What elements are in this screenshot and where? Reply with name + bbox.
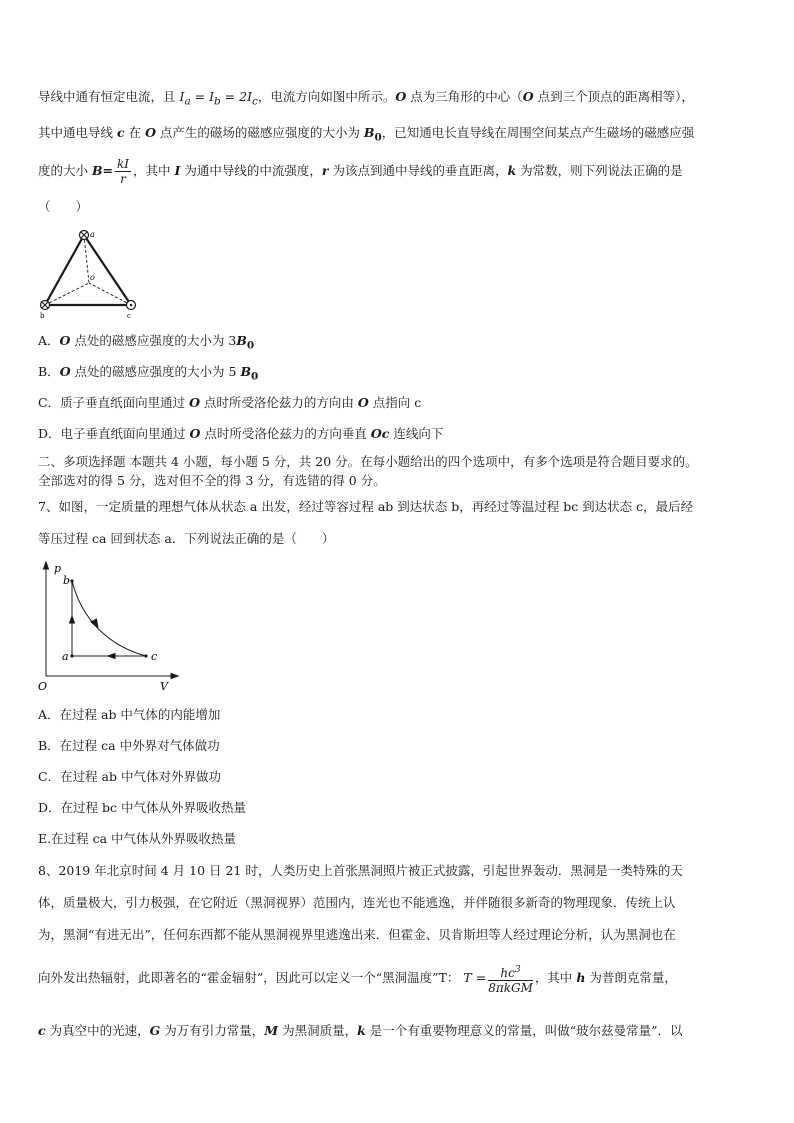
state-label-b: b <box>63 574 71 587</box>
section2-line-2: 全部选对的得 5 分，选对但不全的得 3 分，有选错的得 0 分。 <box>38 473 386 488</box>
q6-option-a[interactable]: A．O 点处的磁感应强度的大小为 $3B_0$ <box>38 333 255 352</box>
q6-option-b[interactable]: B．O 点处的磁感应强度的大小为 5 $B_0$ <box>38 364 259 383</box>
q7-option-e[interactable]: E.在过程 ca 中气体从外界吸收热量 <box>38 831 236 846</box>
q7-line-1: 7、如图，一定质量的理想气体从状态 a 出发，经过等容过程 ab 到达状态 b，再经过等温过程 bc 到达状态 c，最后经 <box>38 499 694 514</box>
q6-line-3: 度的大小 B= $\frac{kI}{r}$ ，其中 I 为通中导线的中流强度，r 为该点到通中导线的垂直距离，k 为常数，则下列说法正确的是 <box>38 157 683 186</box>
pv-diagram-figure <box>34 558 184 698</box>
b-field-fraction: $\frac{kI}{r}$ <box>117 157 130 186</box>
wire-a-into-page-icon <box>80 231 89 240</box>
q8-line-5: c 为真空中的光速，G 为万有引力常量，M 为黑洞质量，k 是一个有重要物理意义的常量，叫做“玻尔兹曼常量”．以 <box>38 1023 683 1038</box>
current-formula: $I_a = I_b = 2I_c$ <box>179 89 258 108</box>
q6-answer-bracket: （ ） <box>38 199 89 214</box>
label-o: o <box>90 273 95 282</box>
label-b: b <box>40 312 45 320</box>
state-label-c: c <box>151 650 158 663</box>
wire-c-out-of-page-icon <box>127 301 136 310</box>
label-c: c <box>127 312 131 320</box>
state-label-a: a <box>62 650 69 663</box>
q8-line-2: 体，质量极大，引力极强，在它附近（黑洞视界）范围内，连光也不能逃逸，并伴随很多新奇的物理现象．传统上认 <box>38 895 676 910</box>
q6-line-1: 导线中通有恒定电流，且 $I_a = I_b = 2I_c$，电流方向如图中所示。O 点为三角形的中心（O 点到三个顶点的距离相等）， <box>38 89 694 108</box>
q7-option-b[interactable]: B．在过程 ca 中外界对气体做功 <box>38 738 220 753</box>
q8-line-4: 向外发出热辐射，此即著名的“霍金辐射”，因此可以定义一个“黑洞温度”T： T = $\frac{hc^3}{\text{8πkGM}}$ ，其中 h 为普朗克常量， <box>38 964 677 995</box>
origin-label: O <box>38 680 48 693</box>
q6-option-d[interactable]: D．电子垂直纸面向里通过 O 点时所受洛伦兹力的方向垂直 Oc 连线向下 <box>38 426 444 441</box>
label-a: a <box>90 230 95 239</box>
q7-option-a[interactable]: A．在过程 ab 中气体的内能增加 <box>38 707 221 722</box>
axis-label-p: p <box>54 562 62 575</box>
triangle-wires-figure <box>32 225 147 320</box>
wire-b-into-page-icon <box>41 301 50 310</box>
q7-option-c[interactable]: C．在过程 ab 中气体对外界做功 <box>38 769 221 784</box>
section2-line-1: 二、多项选择题 本题共 4 小题，每小题 5 分，共 20 分。在每小题给出的四个选项中，有多个选项是符合题目要求的。 <box>38 454 698 469</box>
q8-line-3: 为，黑洞“有进无出”，任何东西都不能从黑洞视界里逃逸出来．但霍金、贝肯斯坦等人经过理论分析，认为黑洞也在 <box>38 927 676 942</box>
q7-line-2: 等压过程 ca 回到状态 a．下列说法正确的是（ ） <box>38 531 335 546</box>
q6-line-2: 其中通电导线 c 在 O 点产生的磁场的磁感应强度的大小为 $B_0$，已知通电长直导线在周围空间某点产生磁场的磁感应强 <box>38 125 695 144</box>
q8-line-1: 8、2019 年北京时间 4 月 10 日 21 时，人类历史上首张黑洞照片被正式披露，引起世界轰动．黑洞是一类特殊的天 <box>38 863 683 878</box>
axis-label-v: V <box>160 680 168 693</box>
q6-option-c[interactable]: C．质子垂直纸面向里通过 O 点时所受洛伦兹力的方向由 O 点指向 c <box>38 395 422 410</box>
q7-option-d[interactable]: D．在过程 bc 中气体从外界吸收热量 <box>38 800 246 815</box>
hawking-temperature-fraction: $\frac{hc^3}{\text{8πkGM}}$ <box>488 964 533 995</box>
